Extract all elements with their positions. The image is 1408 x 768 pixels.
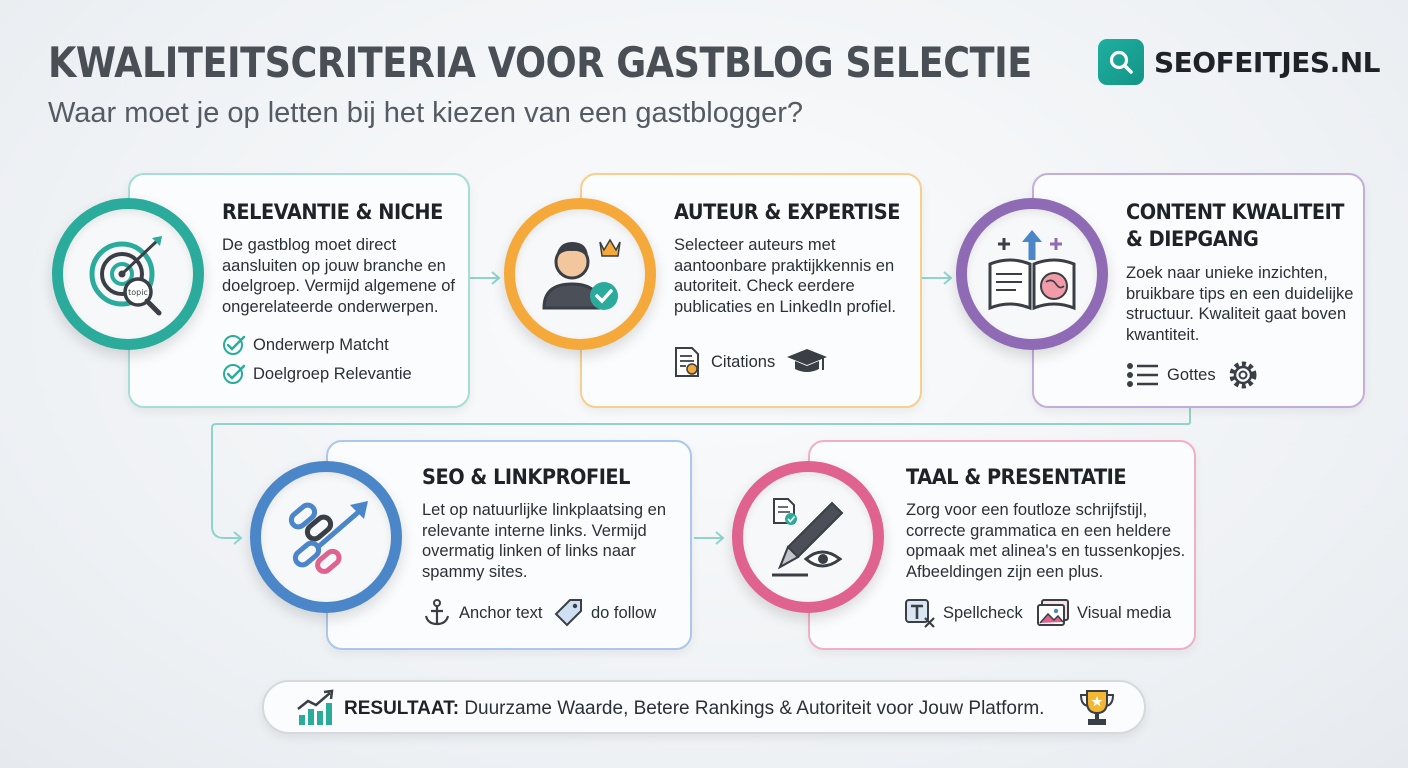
card-relevantie-badge [52,198,204,350]
tag-label: Citations [711,352,776,371]
tag-anchor-text [422,598,542,628]
image-gallery-icon [1036,598,1070,628]
card-relevantie-icon-label: topic [128,288,148,297]
chain-link-icon [276,487,376,587]
page-subtitle: Waar moet je op letten bij het kiezen van een gastblogger? [48,97,804,129]
card-content-body: Zoek naar unieke inzichten, bruikbare tips en een duidelijke structuur. Kwaliteit gaat boven kwantiteit. [1126,264,1354,344]
anchor-icon [422,598,452,628]
tag-label: Gottes [1167,365,1216,384]
card-auteur-badge [504,198,656,350]
card-content-title [1126,199,1344,253]
result-label: RESULTAAT: [344,698,460,719]
tag-visual-media [1036,598,1171,628]
expert-author-icon [530,224,630,324]
card-taal-body: Zorg voor een foutloze schrijfstijl, correcte grammatica en een heldere opmaak met alinea's en tussenkopjes. Afbeeldingen zijn een plus. [906,501,1186,581]
tag-onderwerp-matcht [222,334,389,356]
tag-doelgroep-relevantie [222,363,412,385]
check-circle-icon [222,363,246,385]
tag-icon [554,598,584,628]
tag-label: Visual media [1077,603,1172,622]
tag-label: do follow [591,603,657,622]
tag-do-follow [554,598,656,628]
card-relevantie-body: De gastblog moet direct aansluiten op jouw branche en doelgroep. Vermijd algemene of ongerelateerde onderwerpen. [222,236,455,316]
brand-name: SEOFEITJES.NL [1154,45,1380,79]
tag-gottes [1126,358,1267,392]
card-seo-body: Let op natuurlijke linkplaatsing en relevante interne links. Vermijd overmatig linken of links naar spammy sites. [422,501,666,581]
growth-chart-icon [296,689,336,727]
certificate-icon [672,346,704,378]
spellcheck-icon [904,598,936,628]
card-seo-title: SEO & LINKPROFIEL [422,465,631,489]
result-text [344,698,1044,720]
page-title: KWALITEITSCRITERIA VOOR GASTBLOG SELECTIE [48,38,1032,87]
list-icon [1126,361,1160,389]
card-taal-title: TAAL & PRESENTATIE [906,465,1127,489]
card-auteur-body: Selecteer auteurs met aantoonbare praktijkkennis en autoriteit. Check eerdere publicaties en LinkedIn profiel. [674,236,896,316]
target-icon [78,224,178,324]
card-content-badge [956,198,1108,350]
tag-label: Spellcheck [943,603,1023,622]
card-relevantie-title: RELEVANTIE & NICHE [222,200,443,224]
tag-spellcheck [904,598,1023,628]
card-taal-badge [732,461,884,613]
card-seo-badge [250,461,402,613]
result-message: Duurzame Waarde, Betere Rankings & Autoriteit voor Jouw Platform. [459,698,1045,719]
search-icon [1098,39,1144,85]
graduation-cap-icon [785,346,829,378]
tag-citations [672,346,836,378]
tag-label: Doelgroep Relevantie [253,364,412,383]
card-content-title-line1: CONTENT KWALITEIT [1126,200,1345,224]
pen-eye-icon [758,487,858,587]
card-auteur-title: AUTEUR & EXPERTISE [674,200,900,224]
gear-icon [1226,358,1260,392]
brand-logo[interactable] [1098,39,1380,85]
card-content-title-line2: & DIEPGANG [1126,227,1259,251]
result-banner [262,680,1146,734]
tag-label: Anchor text [459,603,543,622]
trophy-icon [1078,688,1116,728]
check-circle-icon [222,334,246,356]
tag-label: Onderwerp Matcht [253,335,389,354]
book-brain-icon [982,224,1082,324]
